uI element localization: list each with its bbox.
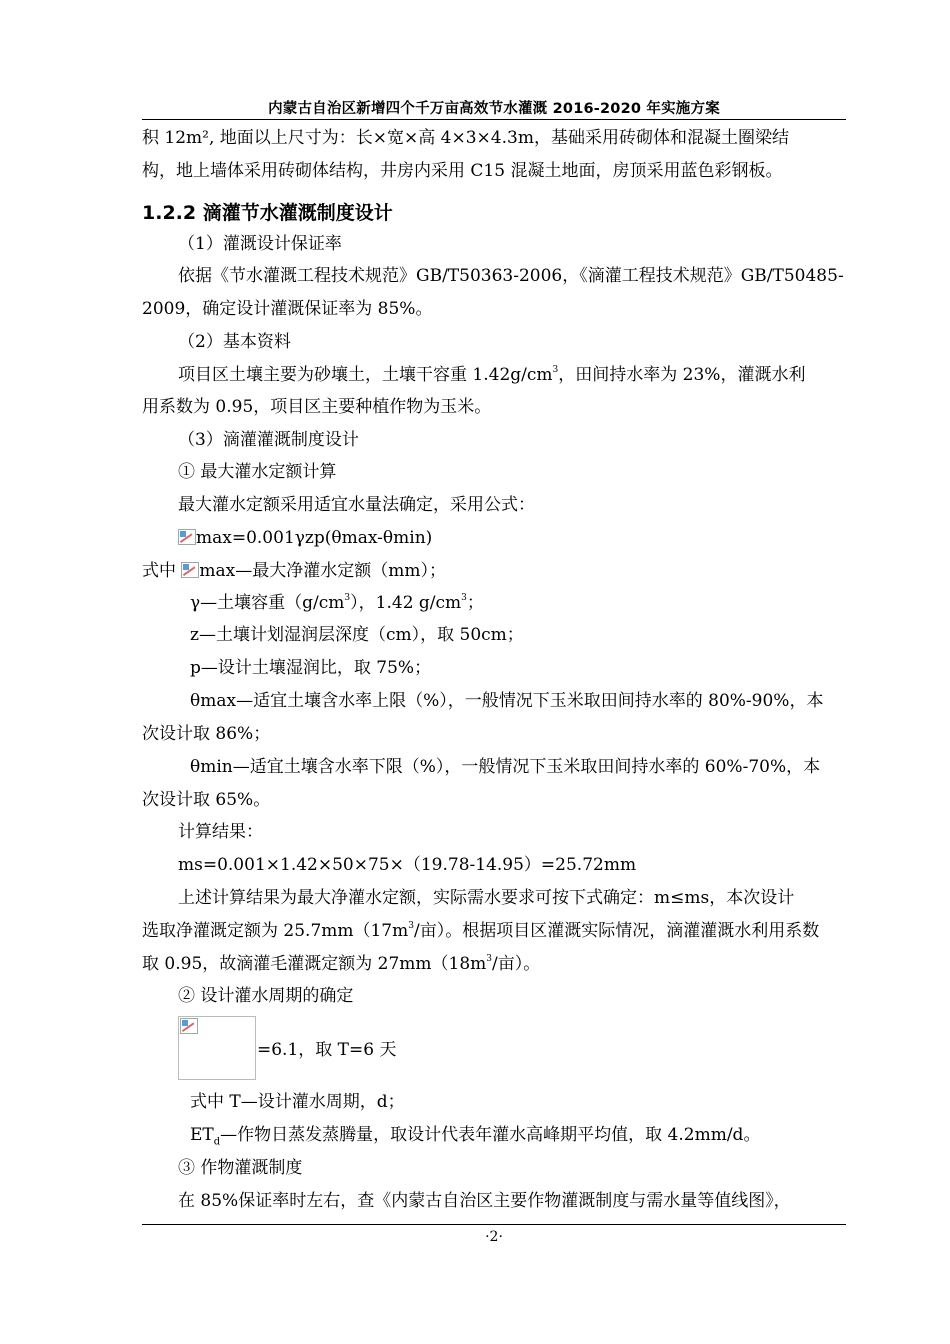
body-line: 积 12m², 地面以上尺寸为：长×宽×高 4×3×4.3m，基础采用砖砌体和混凝土圈梁结 [142,128,789,148]
body-line: 计算结果： [178,822,263,842]
formula-text: max=0.001γzp(θmax-θmin) [196,528,433,548]
body-line: 2009，确定设计灌溉保证率为 85%。 [142,299,433,319]
formula-image-placeholder [178,1016,256,1080]
formula-line [178,529,432,547]
body-line: 用系数为 0.95，项目区主要种植作物为玉米。 [142,397,492,417]
broken-image-icon [181,562,199,578]
superscript: 3 [408,921,414,931]
body-line [142,956,540,973]
superscript: 3 [461,593,467,603]
definition-line: p—设计土壤湿润比，取 75%； [190,658,432,678]
text-span: ET [190,1125,214,1145]
subsection-title: （1）灌溉设计保证率 [178,234,342,254]
body-line: 最大灌水定额采用适宜水量法确定，采用公式： [178,495,535,515]
definition-line [190,1127,760,1147]
broken-image-icon [180,1018,198,1034]
page-header-title: 内蒙古自治区新增四个千万亩高效节水灌溉 2016-2020 年实施方案 [268,101,720,117]
text-span: max—最大净灌水定额（mm）； [199,561,446,581]
body-line: 上述计算结果为最大净灌水定额，实际需水要求可按下式确定：m≤ms，本次设计 [178,888,795,908]
text-span: 项目区土壤主要为砂壤土，土壤干容重 1.42g/cm [178,365,553,385]
text-span: /亩）。根据项目区灌溉实际情况，滴灌灌溉水利用系数 [413,921,820,941]
definition-line: θmax—适宜土壤含水率上限（%），一般情况下玉米取田间持水率的 80%-90%，本 [190,691,824,711]
text-span: 式中 [142,561,182,581]
body-line [178,367,805,384]
text-span: ； [466,593,484,613]
step-title: ② 设计灌水周期的确定 [178,986,354,1006]
subscript: d [213,1136,221,1148]
definition-line: 式中 T—设计灌水周期，d； [190,1092,405,1112]
formula-line: ms=0.001×1.42×50×75×（19.78-14.95）=25.72mm [178,855,637,875]
definition-line: θmin—适宜土壤含水率下限（%），一般情况下玉米取田间持水率的 60%-70%，本 [190,757,821,777]
footer-rule [142,1224,846,1225]
text-span: 取 0.95，故滴灌毛灌溉定额为 27mm（18m [142,954,487,974]
definition-line: 次设计取 86%； [142,724,271,744]
subsection-title: （2）基本资料 [178,332,291,352]
definition-line [190,595,484,612]
page-number: ·2· [485,1229,503,1245]
text-span: ，田间持水率为 23%，灌溉水利 [558,365,806,385]
body-line: 依据《节水灌溉工程技术规范》GB/T50363-2006，《滴灌工程技术规范》GB/T50485- [178,266,844,286]
subsection-title: （3）滴灌灌溉制度设计 [178,430,359,450]
text-span: /亩）。 [492,954,541,974]
superscript: 3 [552,365,559,375]
header-rule [142,119,846,120]
text-span: —作物日蒸发蒸腾量，取设计代表年灌水高峰期平均值，取 4.2mm/d。 [220,1125,761,1145]
definition-line: 次设计取 65%。 [142,790,271,810]
definition-line: z—土壤计划湿润层深度（cm），取 50cm； [190,625,524,645]
definition-line [142,562,446,580]
section-heading: 1.2.2 滴灌节水灌溉制度设计 [142,202,393,224]
step-title: ① 最大灌水定额计算 [178,462,337,482]
text-span: 选取净灌溉定额为 25.7mm（17m [142,921,409,941]
body-line: 构，地上墙体采用砖砌体结构，井房内采用 C15 混凝土地面，房顶采用蓝色彩钢板。 [142,161,783,181]
step-title: ③ 作物灌溉制度 [178,1158,303,1178]
formula-text: =6.1，取 T=6 天 [257,1040,397,1060]
superscript: 3 [344,593,351,603]
text-span: γ—土壤容重（g/cm [190,593,345,613]
broken-image-icon [178,529,196,545]
body-line [142,923,819,940]
superscript: 3 [486,954,493,964]
body-line: 在 85%保证率时左右，查《内蒙古自治区主要作物灌溉制度与需水量等值线图》， [178,1191,791,1211]
text-span: ），1.42 g/cm [350,593,462,613]
